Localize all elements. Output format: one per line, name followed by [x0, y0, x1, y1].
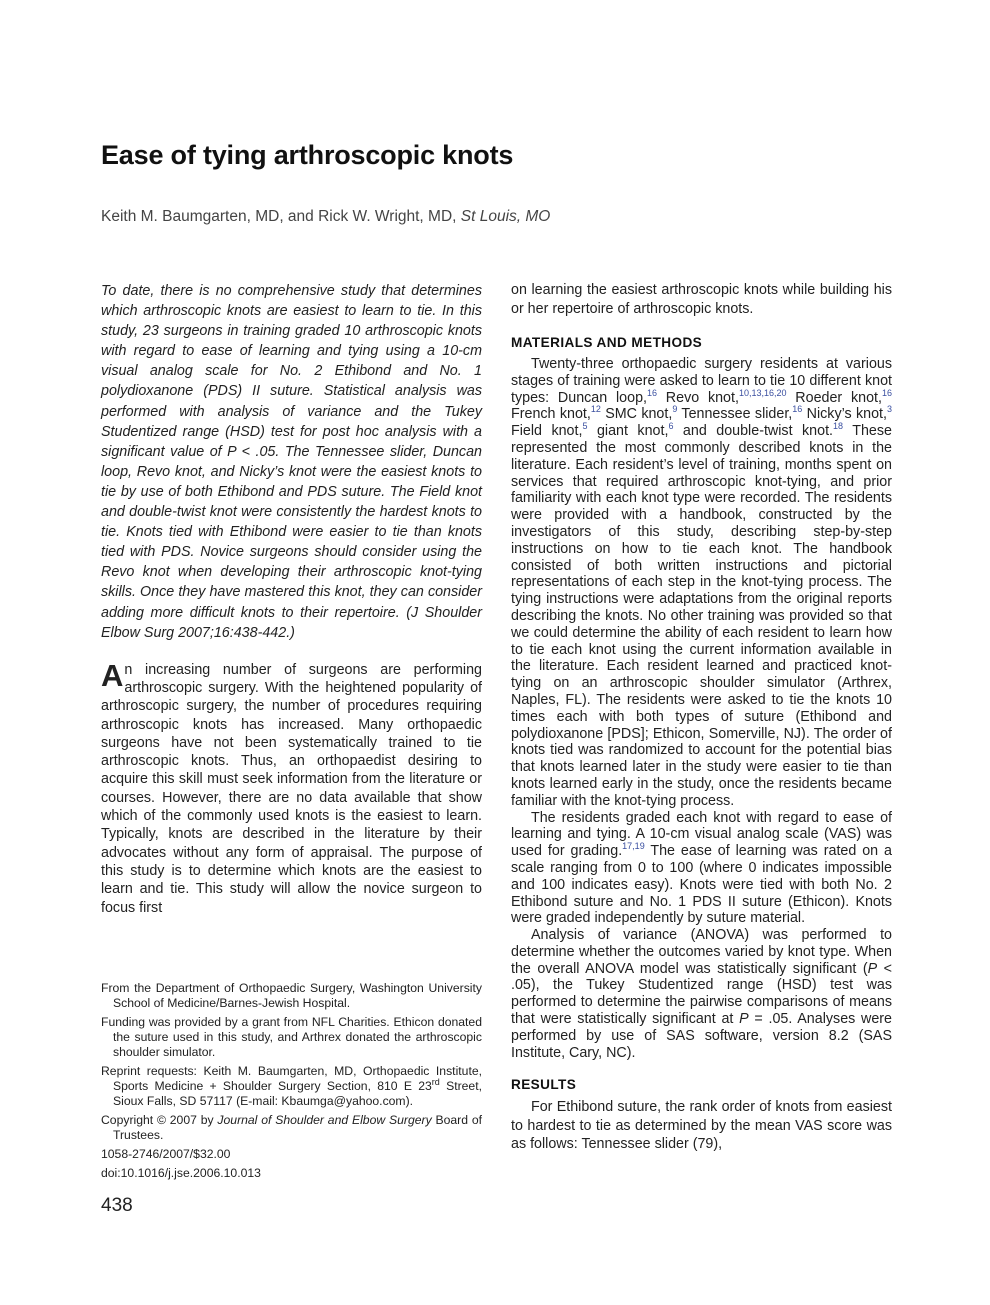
reference-link[interactable]: 12 — [590, 404, 601, 415]
footnote-copyright — [101, 1113, 482, 1143]
drop-cap: A — [101, 657, 124, 693]
introduction-paragraph — [101, 657, 482, 917]
reference-link[interactable]: 18 — [833, 421, 844, 432]
footnote-issn: 1058-2746/2007/$32.00 — [101, 1147, 231, 1161]
methods-text: French knot, — [511, 406, 591, 423]
reprint-ordinal: rd — [431, 1076, 440, 1087]
reference-link[interactable]: 3 — [887, 404, 893, 415]
author-location: St Louis, MO — [460, 208, 551, 225]
copyright-journal: Journal of Shoulder and Elbow Surgery — [217, 1113, 432, 1127]
methods-paragraph-3 — [511, 927, 892, 1061]
author-line — [101, 208, 550, 226]
results-paragraph: For Ethibond suture, the rank order of knots from easiest to hardest to tie as determined by the mean VAS score was as follows: Tennessee slider (79), — [511, 1099, 892, 1153]
methods-text: Tennessee slider, — [677, 406, 793, 423]
p-value-symbol: P — [739, 1011, 749, 1028]
copyright-text-a: Copyright © 2007 by — [101, 1113, 218, 1127]
abstract: To date, there is no comprehensive study that determines which arthroscopic knots are easiest to learn to tie. In this study, 23 surgeons in training graded 10 arthroscopic knots with regard to ease of learning and tying using a 10-cm visual analog scale for No. 2 Ethibond and No. 1 polydioxanone (PDS) II suture. Statistical analysis was performed with analysis of variance and the Tukey Studentized range (HSD) test for post hoc analysis with a significant value of P < .05. The Tennessee slider, Duncan loop, Revo knot, and Nicky’s knot were the easiest knots to tie by use of both Ethibond and PDS suture. The Field knot and double-twist knot were consistently the hardest knots to tie. Knots tied with Ethibond were easier to tie than knots tied with PDS. Novice surgeons should consider using the Revo knot when developing their arthroscopic knot-tying skills. Once they have mastered this knot, they can consider adding more difficult knots to their repertoire. (J Shoulder Elbow Surg 2007;16:438-442.) — [101, 283, 482, 641]
methods-paragraph-2 — [511, 810, 892, 928]
reference-link[interactable]: 5 — [582, 421, 588, 432]
methods-text: Field knot, — [511, 423, 583, 440]
p-value-symbol: P — [867, 960, 878, 977]
reference-link[interactable]: 16 — [647, 387, 658, 398]
article-title: Ease of tying arthroscopic knots — [101, 140, 514, 170]
methods-text: SMC knot, — [600, 406, 673, 423]
reference-link[interactable]: 17,19 — [622, 841, 645, 852]
methods-text: Analysis of variance (ANOVA) was performed to determine whether the outcomes varied by knot type. When the overall ANOVA model was statistically significant ( — [511, 927, 892, 977]
reference-link[interactable]: 10,13,16,20 — [738, 387, 787, 398]
continuation-paragraph: on learning the easiest arthroscopic knots while building his or her repertoire of arthroscopic knots. — [511, 282, 892, 317]
methods-text: The residents graded each knot with regard to ease of learning and tying. A 10-cm visual analog scale (VAS) was used for grading. — [511, 809, 892, 860]
heading-results: RESULTS — [511, 1077, 577, 1093]
methods-text: Revo knot, — [657, 389, 739, 406]
heading-materials-methods: MATERIALS AND METHODS — [511, 335, 703, 350]
footnote-doi: doi:10.1016/j.jse.2006.10.013 — [101, 1166, 261, 1180]
methods-text: = .05. Analyses were performed by use of SAS software, version 8.2 (SAS Institute, Cary, NC). — [511, 1011, 893, 1061]
footnotes — [101, 981, 482, 1185]
methods-text: Twenty-three orthopaedic surgery residents at various stages of training were asked to learn to tie 10 different knot types: Duncan loop, — [511, 356, 892, 406]
footnote-funding: Funding was provided by a grant from NFL Charities. Ethicon donated the suture used in this study, and Arthrex donated the arthroscopic shoulder simulator. — [101, 1015, 482, 1059]
left-column — [101, 281, 482, 917]
reprint-text-b: Street, Sioux Falls, SD 57117 (E-mail: Kbaumga@yahoo.com). — [113, 1079, 482, 1108]
reference-link[interactable]: 16 — [792, 404, 803, 415]
author-names: Keith M. Baumgarten, MD, and Rick W. Wright, MD, — [101, 208, 461, 225]
reference-link[interactable]: 16 — [881, 387, 892, 398]
page-number: 438 — [101, 1195, 133, 1216]
methods-text: < .05), the Tukey Studentized range (HSD) test was performed to determine the pairwise comparisons of means that were statistically significant at — [511, 960, 892, 1028]
right-column — [511, 281, 892, 1153]
reprint-text-a: Reprint requests: Keith M. Baumgarten, MD, Orthopaedic Institute, Sports Medicine + Shoulder Surgery Section, 810 E 23 — [101, 1064, 482, 1093]
reference-link[interactable]: 6 — [668, 421, 674, 432]
footnote-reprint — [101, 1064, 482, 1109]
methods-text: giant knot, — [587, 423, 669, 440]
copyright-text-b: Board of Trustees. — [113, 1113, 483, 1142]
reference-link[interactable]: 9 — [672, 404, 678, 415]
methods-paragraph-1 — [511, 356, 892, 810]
methods-text: and double-twist knot. — [673, 423, 834, 440]
introduction-text: n increasing number of surgeons are performing arthroscopic surgery. With the heightened popularity of arthroscopic surgery, the number of procedures requiring arthroscopic knots has increased. Many orthopaedic surgeons have not been systematically trained to tie arthroscopic knots. Thus, an orthopaedist desiring to acquire this skill must seek information from the literature or courses. However, there are no data available that show which of the commonly used knots is the easiest to learn. Typically, knots are described in the literature by their advocates without any form of appraisal. The purpose of this study is to determine which knots are the easiest to learn and tie. This study will allow the novice surgeon to focus first — [101, 661, 482, 916]
methods-text: The ease of learning was rated on a scale ranging from 0 to 100 (where 0 indicates impossible and 100 indicates easy). Knots were tied with both No. 2 Ethibond suture and No. 1 PDS II suture (Ethicon). Knots were graded independently by suture material. — [511, 843, 892, 927]
methods-text: These represented the most commonly described knots in the literature. Each resident’s level of training, months spent on services that required arthroscopic knot-tying, and prior familiarity with each knot type were recorded. The residents were provided with a handbook, constructed by the investigators of this study, describing step-by-step instructions on how to tie each knot. The handbook consisted of both written instructions and pictorial representations of each step in the knot-tying process. The tying instructions were adaptations from the original reports describing the knots. No other training was provided so that we could determine the ability of each resident to learn how to tie each knot using the current information available in the literature. Each resident learned and practiced knot-tying on an arthroscopic shoulder simulator (Arthrex, Naples, FL). The residents were asked to tie the knots 10 times each with both types of suture (Ethibond and polydioxanone [PDS]; Ethicon, Somerville, NJ). The order of knots tied was randomized to account for the potential bias that knots learned later in the study were easier to tie than knots learned early in the study, once the residents became familiar with the knot-tying process. — [511, 423, 892, 809]
methods-text: Roeder knot, — [786, 389, 882, 406]
methods-text: Nicky’s knot, — [802, 406, 887, 423]
footnote-affiliation: From the Department of Orthopaedic Surgery, Washington University School of Medicine/Barnes-Jewish Hospital. — [101, 981, 482, 1010]
